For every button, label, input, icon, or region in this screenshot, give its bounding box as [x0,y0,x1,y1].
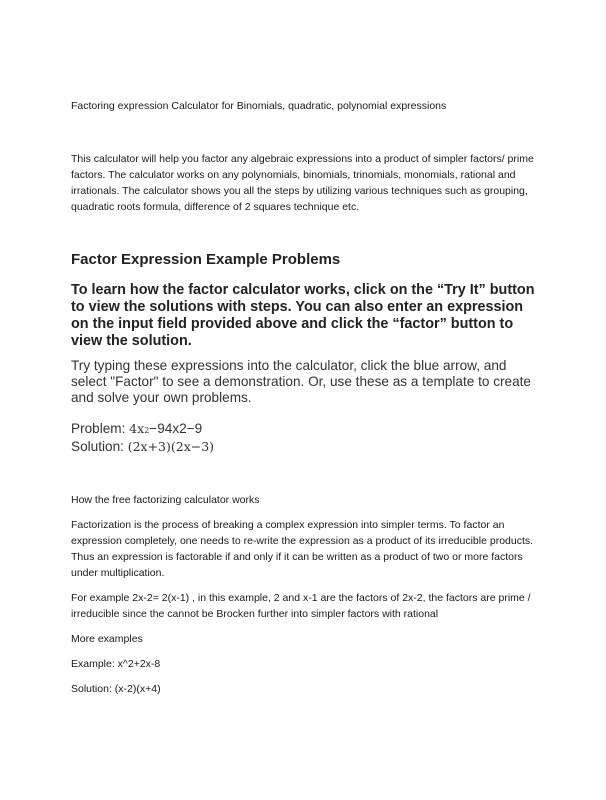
try-paragraph: Try typing these expressions into the calculator, click the blue arrow, and select "Factor" to see a demonstration. Or, use these as a template to create and solve your own problems. [71,358,531,405]
problem-expression [129,421,149,436]
document-title: Factoring expression Calculator for Binomials, quadratic, polynomial expressions [71,100,447,112]
solution-line [71,439,214,455]
learn-heading: To learn how the factor calculator works, click on the “Try It” button to view the solutions with steps. You can also enter an expression on the input field provided above and click the “factor” button to view the solution. [71,282,535,349]
problem-expr-small: 2 [144,426,150,435]
example-line: Example: x^2+2x-8 [71,658,161,670]
solution-expression: (2x+3)(2x−3) [127,439,215,454]
how-heading: How the free factorizing calculator works [71,494,260,506]
more-examples-label: More examples [71,633,143,645]
examples-heading: Factor Expression Example Problems [71,251,341,268]
problem-line [71,421,214,439]
intro-paragraph: This calculator will help you factor any algebraic expressions into a product of simpler factors/ prime factors. The calculator works on any polynomials, binomials, trinomials, monomials, rational and irrationals. The calculator shows you all the steps by utilizing various techniques such as grouping, quadratic roots formula, difference of 2 squares technique etc. [71,153,534,213]
problem-label: Problem: [71,421,130,436]
solution-example-line: Solution: (x-2)(x+4) [71,683,161,695]
solution-label: Solution: [71,439,128,454]
problem-expr-part-b: −94x2−9 [149,421,203,436]
problem-expr-part-a: 4x [129,421,145,436]
problem-block [71,421,214,455]
definition-paragraph: Factorization is the process of breaking a complex expression into simpler terms. To factor an expression completely, one needs to re-write the expression as a product of its irreducible products. Thus an expression is factorable if and only if it can be written as a product of two or more factors under multiplication. [71,519,534,579]
for-example-paragraph: For example 2x-2= 2(x-1) , in this example, 2 and x-1 are the factors of 2x-2, the factors are prime / irreducible since the cannot be Brocken further into simpler factors with rational [71,592,531,620]
